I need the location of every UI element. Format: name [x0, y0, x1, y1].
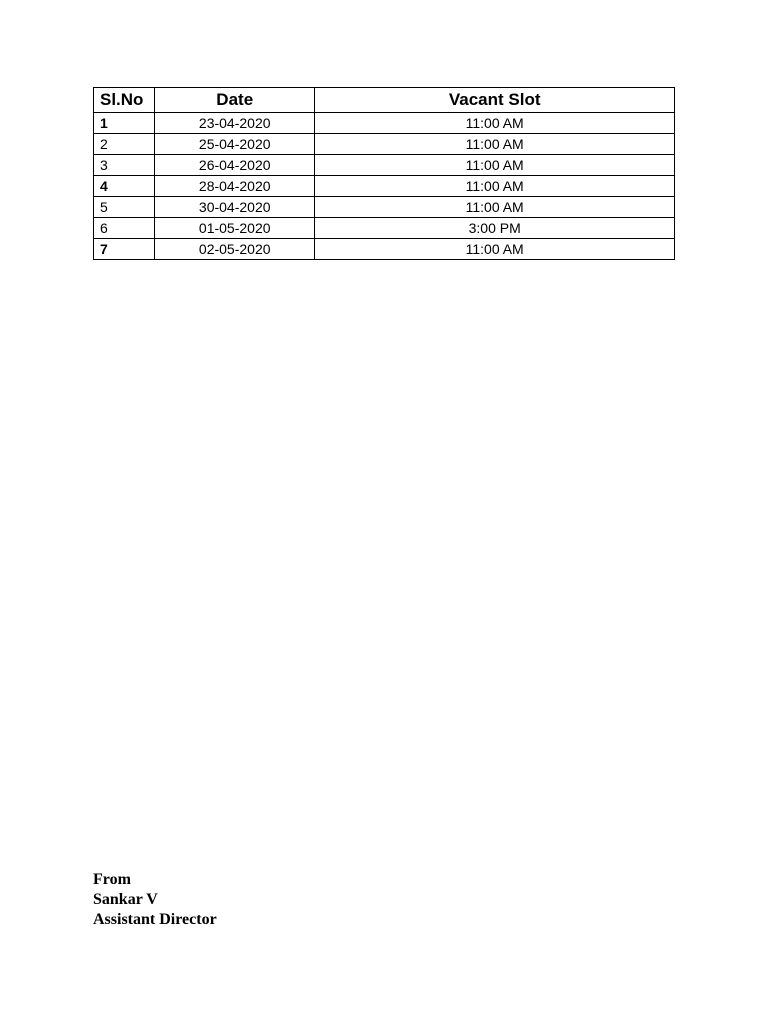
cell-date: 02-05-2020 [155, 239, 315, 260]
table-row [94, 218, 675, 239]
header-sl-no: Sl.No [94, 88, 155, 113]
header-vacant-slot: Vacant Slot [315, 88, 675, 113]
cell-slot: 11:00 AM [315, 155, 675, 176]
cell-sl-no: 3 [94, 155, 155, 176]
vacant-slot-table [93, 87, 675, 260]
signatory-name: Sankar V [93, 891, 158, 908]
cell-sl-no: 7 [94, 239, 155, 260]
table-row [94, 134, 675, 155]
cell-sl-no: 2 [94, 134, 155, 155]
cell-date: 28-04-2020 [155, 176, 315, 197]
cell-slot: 11:00 AM [315, 134, 675, 155]
table-row [94, 176, 675, 197]
cell-date: 23-04-2020 [155, 113, 315, 134]
signatory-title: Assistant Director [93, 911, 217, 928]
table-row [94, 155, 675, 176]
cell-date: 01-05-2020 [155, 218, 315, 239]
header-date: Date [155, 88, 315, 113]
from-label: From [93, 871, 131, 888]
cell-sl-no: 6 [94, 218, 155, 239]
cell-sl-no: 1 [94, 113, 155, 134]
cell-slot: 3:00 PM [315, 218, 675, 239]
cell-slot: 11:00 AM [315, 176, 675, 197]
cell-date: 30-04-2020 [155, 197, 315, 218]
cell-slot: 11:00 AM [315, 113, 675, 134]
cell-sl-no: 4 [94, 176, 155, 197]
cell-sl-no: 5 [94, 197, 155, 218]
table-row [94, 239, 675, 260]
cell-slot: 11:00 AM [315, 239, 675, 260]
table-row [94, 197, 675, 218]
cell-slot: 11:00 AM [315, 197, 675, 218]
cell-date: 26-04-2020 [155, 155, 315, 176]
signature-block [93, 870, 217, 930]
table-row [94, 113, 675, 134]
table-header-row [94, 88, 675, 113]
cell-date: 25-04-2020 [155, 134, 315, 155]
